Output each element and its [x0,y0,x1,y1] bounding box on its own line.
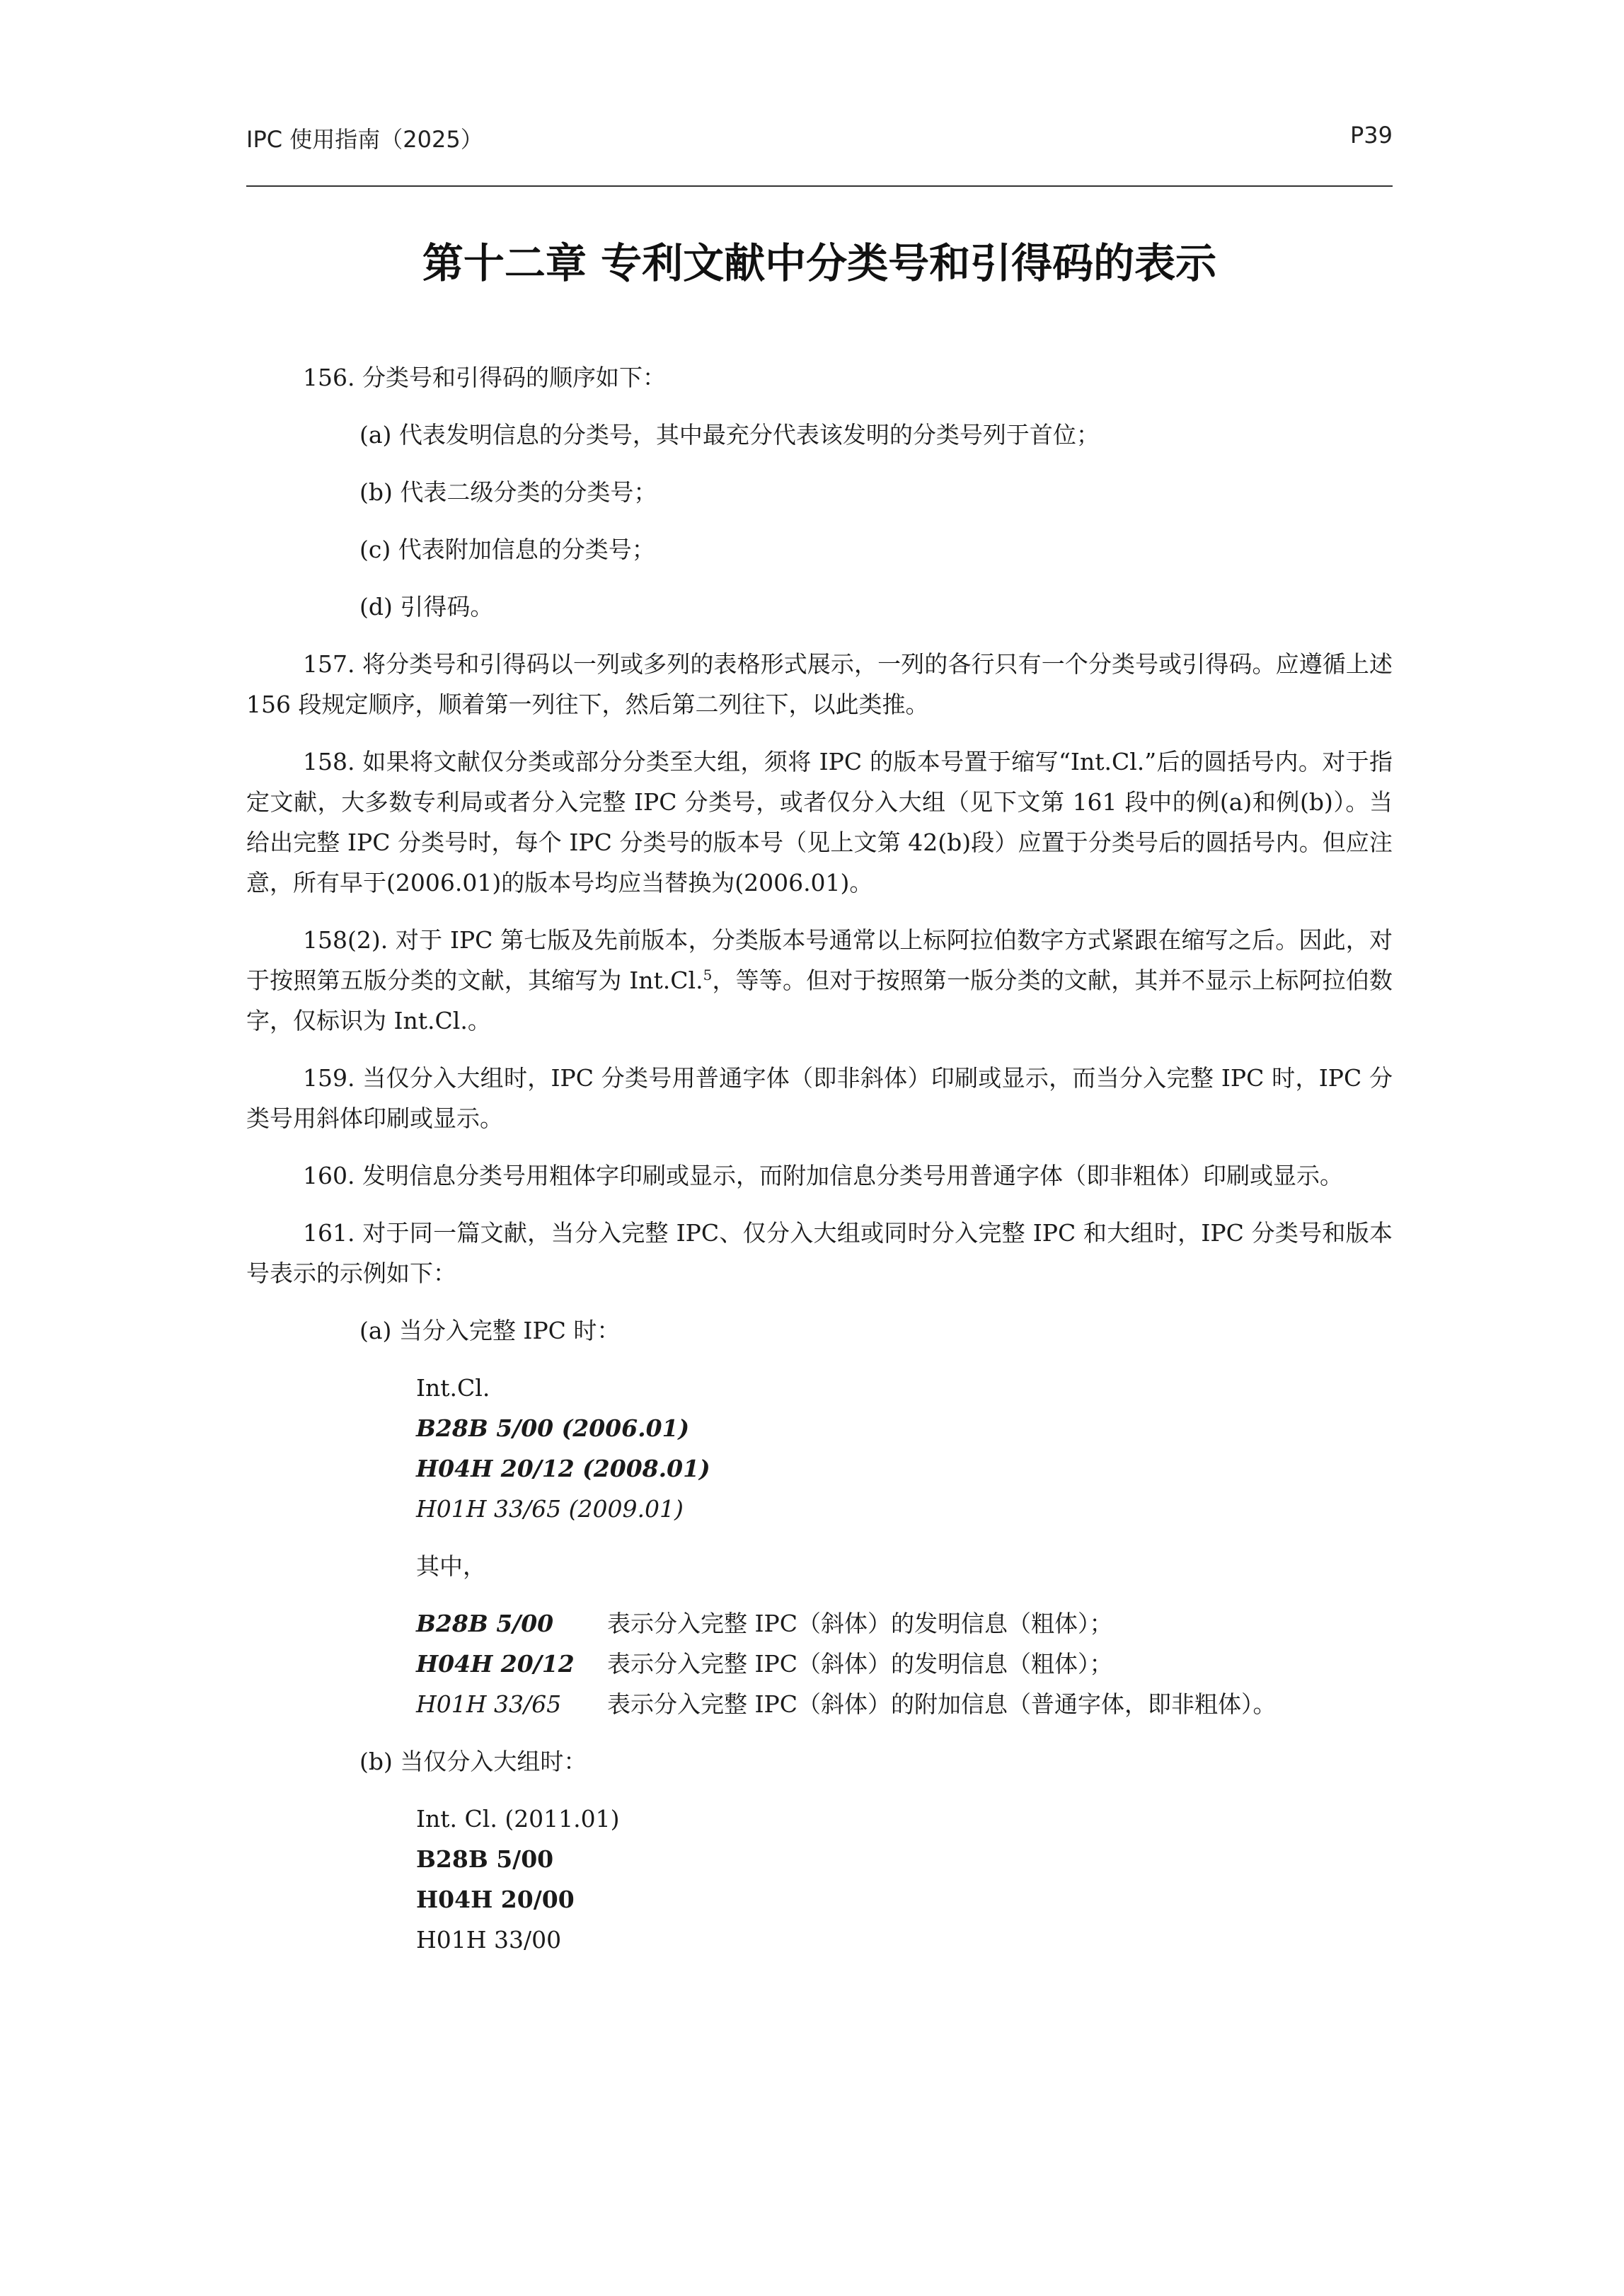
header-divider [246,185,1393,187]
intcl-label: Int. Cl. (2011.01) [416,1805,620,1833]
header-title: IPC 使用指南（2025） [246,126,483,153]
intcl-label: Int.Cl. [416,1374,490,1402]
class-code: H04H 20/12 (2008.01) [416,1455,710,1482]
page-number: P39 [1349,122,1393,149]
list-item-156d: (d) 引得码。 [359,593,494,621]
page-header [246,113,1393,156]
paragraph-158: 158. 如果将文献仅分类或部分分类至大组，须将 IPC 的版本号置于缩写“Int.Cl.”后的圆括号内。对于指定文献，大多数专利局或者分入完整 IPC 分类号，或者仅分入大组（见下文第 161 段中的例(a)和例(b)）。当给出完整 IPC 分类号时，每个 IPC 分类号的版本号（见上文第 42(b)段）应置于分类号后的圆括号内。但应注意，所有早于(2006.01)的版本号均应当替换为(2006.01)。 [246,748,1393,896]
paragraph-161: 161. 对于同一篇文献，当分入完整 IPC、仅分入大组或同时分入完整 IPC 和大组时，IPC 分类号和版本号表示的示例如下： [246,1219,1393,1287]
class-code: H01H 33/00 [416,1926,562,1954]
example-a-where [416,1546,1393,1586]
paragraph-156: 156. 分类号和引得码的顺序如下： [303,364,666,391]
where-label: 其中， [416,1552,486,1580]
paragraph-158-2-part2: ，等等。但对于按照第一版分类的文献，其并不显示上标阿拉伯数字，仅标识为 Int.Cl.。 [246,967,1393,1034]
class-code: B28B 5/00 [416,1845,554,1873]
paragraph-157: 157. 将分类号和引得码以一列或多列的表格形式展示，一列的各行只有一个分类号或引得码。应遵循上述 156 段规定顺序，顺着第一列往下，然后第二列往下，以此类推。 [246,650,1393,718]
class-code: H04H 20/00 [416,1886,575,1913]
paragraph-158-2-part1: 158(2). 对于 IPC 第七版及先前版本，分类版本号通常以上标阿拉伯数字方式紧跟在缩写之后。因此，对于按照第五版分类的文献，其缩写为 Int.Cl. [246,926,1393,994]
example-a-label: (a) 当分入完整 IPC 时： [359,1317,621,1344]
paragraph-160: 160. 发明信息分类号用粗体字印刷或显示，而附加信息分类号用普通字体（即非粗体）印刷或显示。 [303,1162,1343,1189]
class-code: B28B 5/00 (2006.01) [416,1414,690,1442]
example-a-codes [416,1368,1393,1529]
explanation-row [416,1603,1393,1644]
class-code: H01H 33/65 (2009.01) [416,1495,684,1523]
list-item-156c: (c) 代表附加信息的分类号； [359,536,655,563]
chapter-title: 第十二章 专利文献中分类号和引得码的表示 [422,239,1217,287]
list-item-156b: (b) 代表二级分类的分类号； [359,478,657,506]
paragraph-158-2 [246,920,1393,1041]
explanation-row [416,1684,1393,1724]
explanation-row [416,1644,1393,1684]
explanation-code: H01H 33/65 [416,1690,562,1718]
list-item-156a: (a) 代表发明信息的分类号，其中最充分代表该发明的分类号列于首位； [359,421,1100,449]
explanation-code: B28B 5/00 [416,1610,554,1637]
example-b-codes [416,1799,1393,1960]
explanation-desc: 表示分入完整 IPC（斜体）的发明信息（粗体）； [607,1610,1113,1637]
explanation-desc: 表示分入完整 IPC（斜体）的发明信息（粗体）； [607,1650,1113,1678]
example-b-label: (b) 当仅分入大组时： [359,1748,587,1775]
explanation-code: H04H 20/12 [416,1650,575,1678]
explanation-desc: 表示分入完整 IPC（斜体）的附加信息（普通字体，即非粗体）。 [607,1690,1277,1718]
example-a-explanation [416,1603,1393,1724]
paragraph-159: 159. 当仅分入大组时，IPC 分类号用普通字体（即非斜体）印刷或显示，而当分入完整 IPC 时，IPC 分类号用斜体印刷或显示。 [246,1064,1393,1132]
version-superscript: 5 [703,967,713,983]
body-content [246,357,1393,1960]
